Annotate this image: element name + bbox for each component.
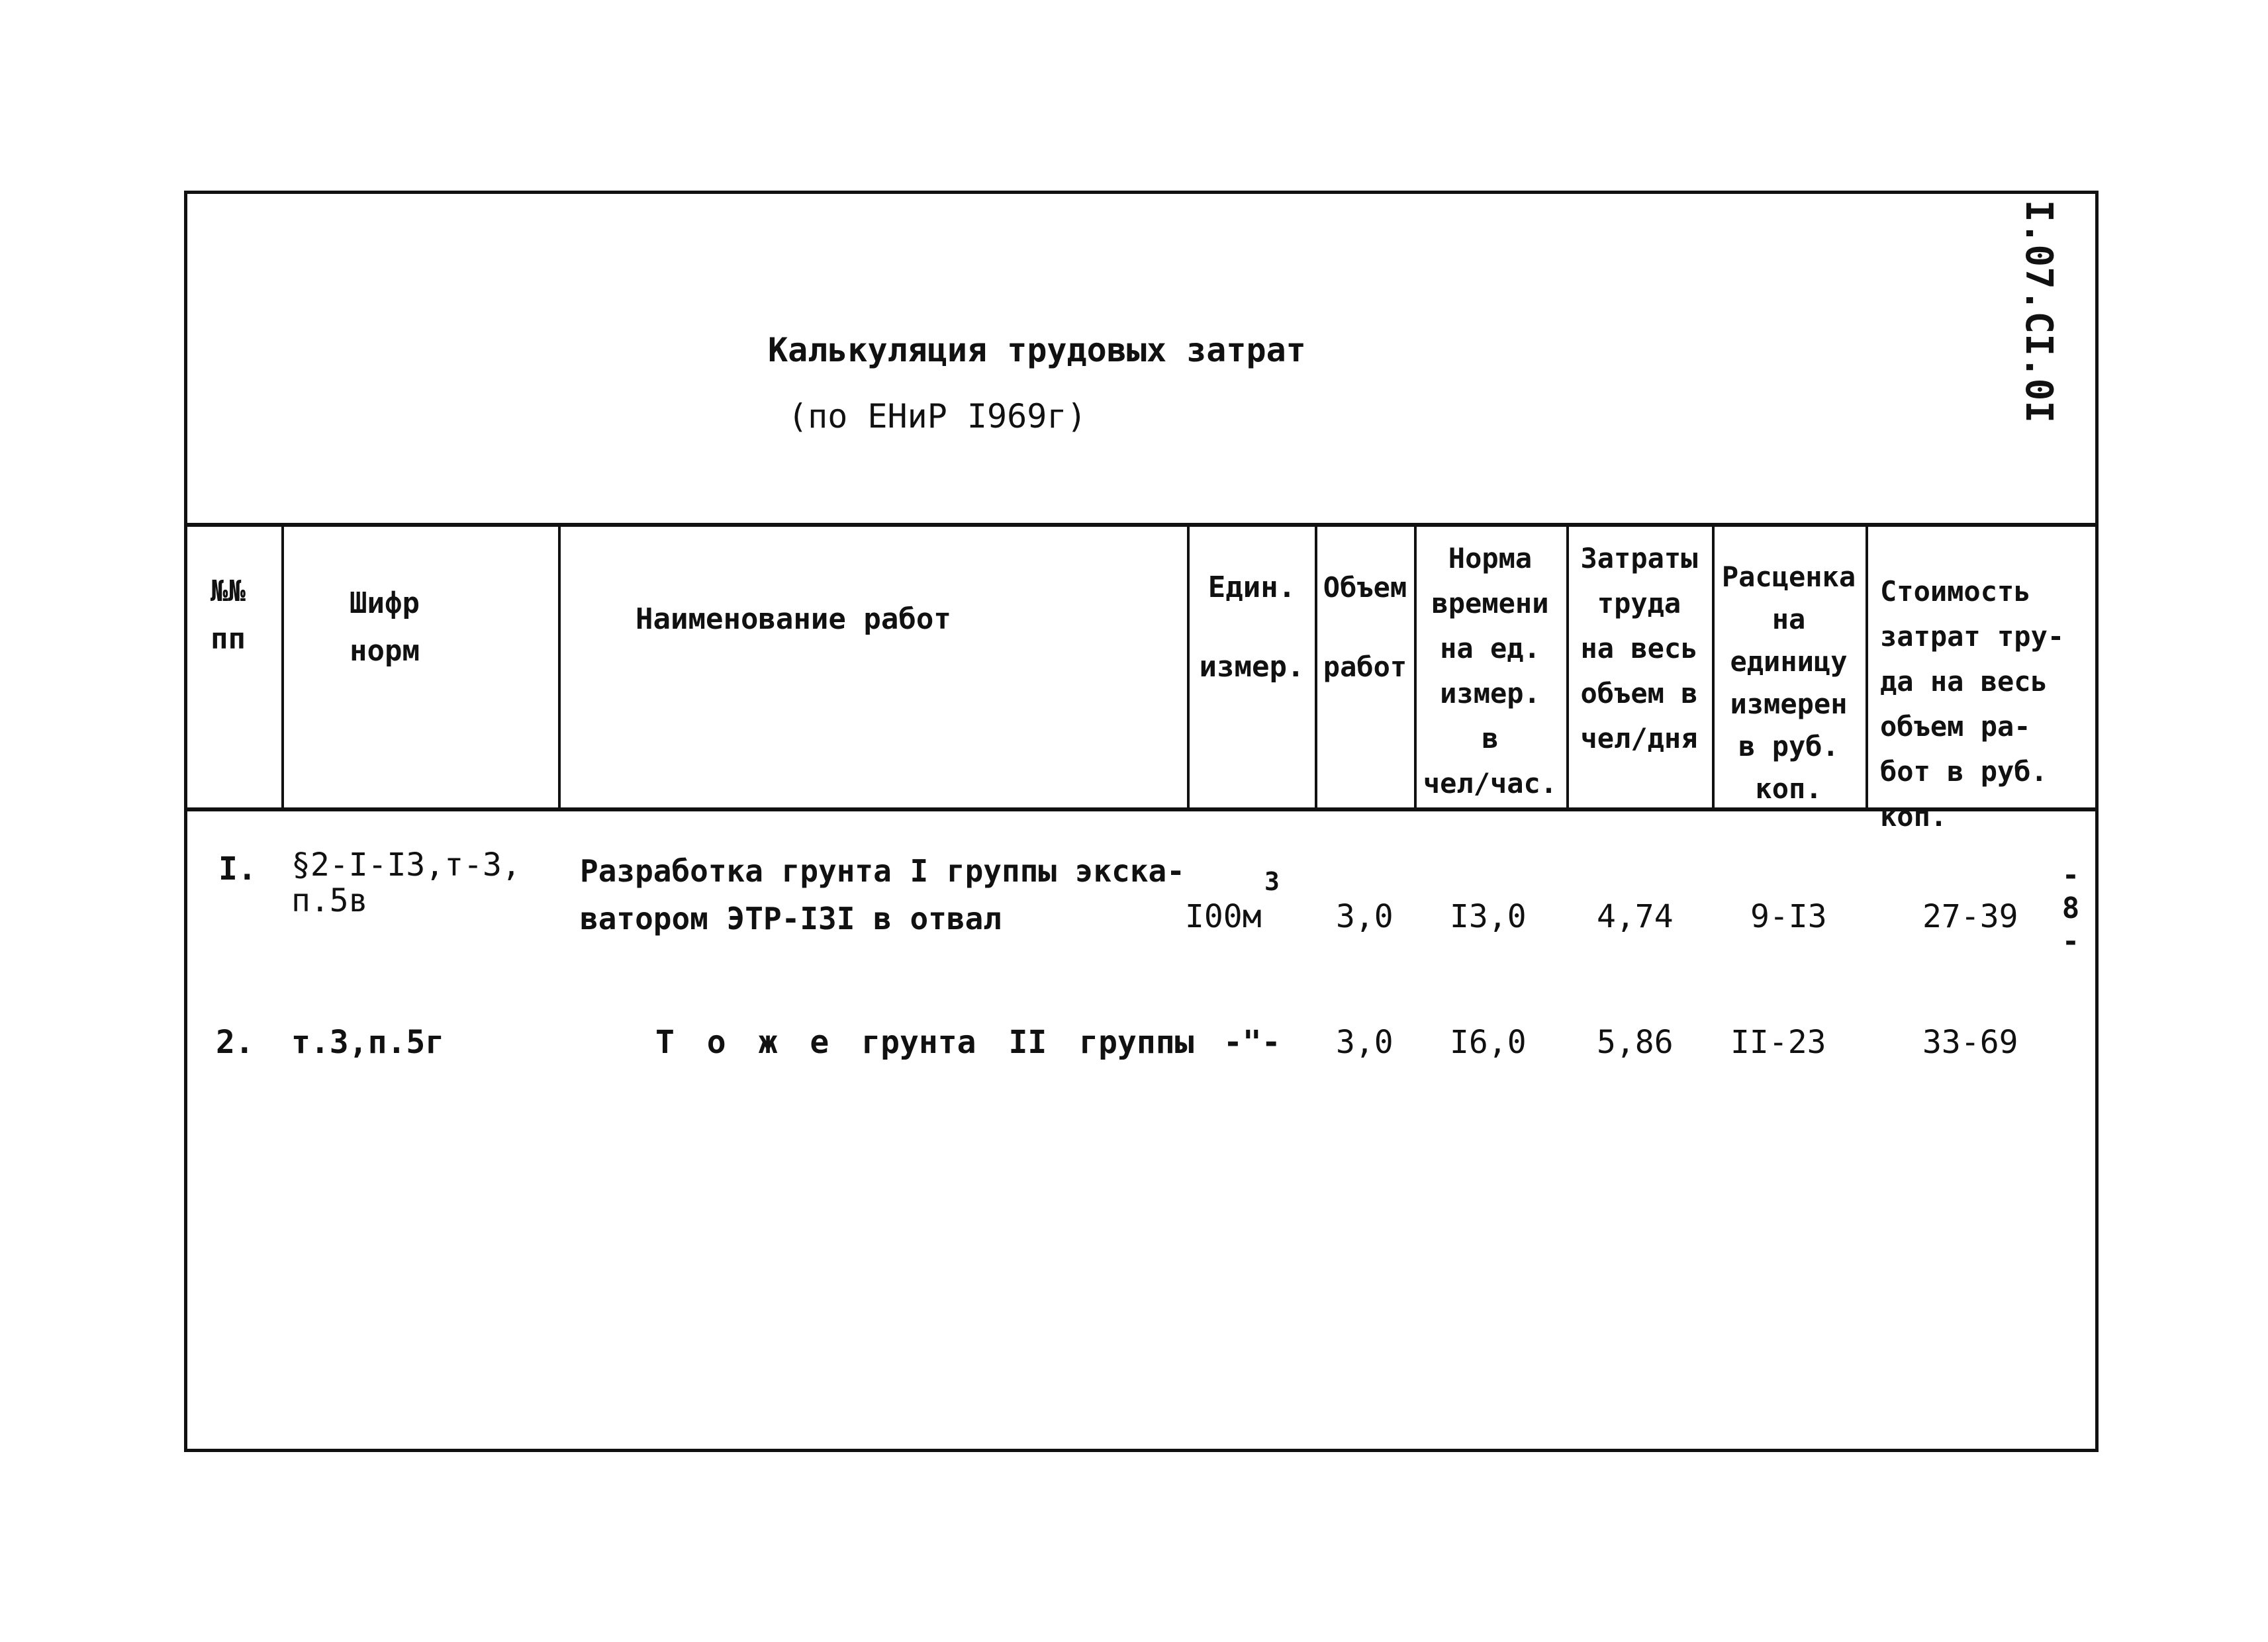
- row-2-norm-code: т.3,п.5г: [291, 1024, 445, 1061]
- row-2-unit: -"-: [1223, 1024, 1281, 1061]
- page-number-mark: - 8 -: [2061, 858, 2080, 958]
- row-1-volume: 3,0: [1336, 898, 1394, 935]
- row-1-rate: 9-I3: [1750, 898, 1827, 935]
- header-time-norm: Норма времени на ед. измер. в чел/час.: [1423, 542, 1558, 799]
- row-1-time-norm: I3,0: [1450, 898, 1527, 935]
- header-work-name: Наименование работ: [636, 602, 951, 636]
- header-unit: Един. измер.: [1199, 570, 1305, 684]
- column-divider: [558, 524, 561, 809]
- row-1-cost: 27-39: [1922, 898, 2018, 935]
- row-2-rate: II-23: [1730, 1024, 1826, 1061]
- row-1-labor-costs: 4,74: [1597, 898, 1674, 935]
- header-cost: Стоимость затрат тру- да на весь объем ра- бот в руб. коп.: [1880, 575, 2065, 833]
- row-2-cost: 33-69: [1922, 1024, 2018, 1061]
- document-title: Калькуляция трудовых затрат: [768, 331, 1306, 369]
- row-2-work-name: Т о ж е грунта II группы: [655, 1024, 1194, 1061]
- header-norm-code: Шифр норм: [350, 586, 420, 668]
- document-subtitle: (по ЕНиР I969г): [788, 397, 1087, 435]
- row-2-volume: 3,0: [1336, 1024, 1394, 1061]
- row-1-norm-code: §2-I-I3,т-3, п.5в: [291, 846, 521, 919]
- document-code-text: I.07.CI.0I: [2017, 199, 2061, 423]
- document-code: [2012, 199, 2065, 424]
- table-top-rule: [184, 523, 2099, 527]
- column-divider: [1187, 524, 1190, 809]
- column-divider: [281, 524, 284, 809]
- row-2-time-norm: I6,0: [1450, 1024, 1527, 1061]
- row-2-labor-costs: 5,86: [1597, 1024, 1674, 1061]
- header-labor-costs: Затраты труда на весь объем в чел/дня: [1580, 542, 1698, 754]
- row-1-work-name: Разработка грунта I группы экска- ватором ЭТР-I3I в отвал: [580, 853, 1185, 936]
- header-number: №№ пп: [211, 574, 246, 656]
- row-1-unit: I00м: [1185, 898, 1262, 935]
- document-frame: [184, 191, 2099, 1452]
- row-1-unit-superscript: 3: [1264, 867, 1280, 896]
- row-1-number: I.: [218, 850, 257, 888]
- column-divider: [1866, 524, 1868, 809]
- header-rate: Расценка на единицу измерен в руб. коп.: [1721, 561, 1856, 805]
- row-2-number: 2.: [216, 1024, 254, 1061]
- header-volume: Объем работ: [1323, 571, 1407, 683]
